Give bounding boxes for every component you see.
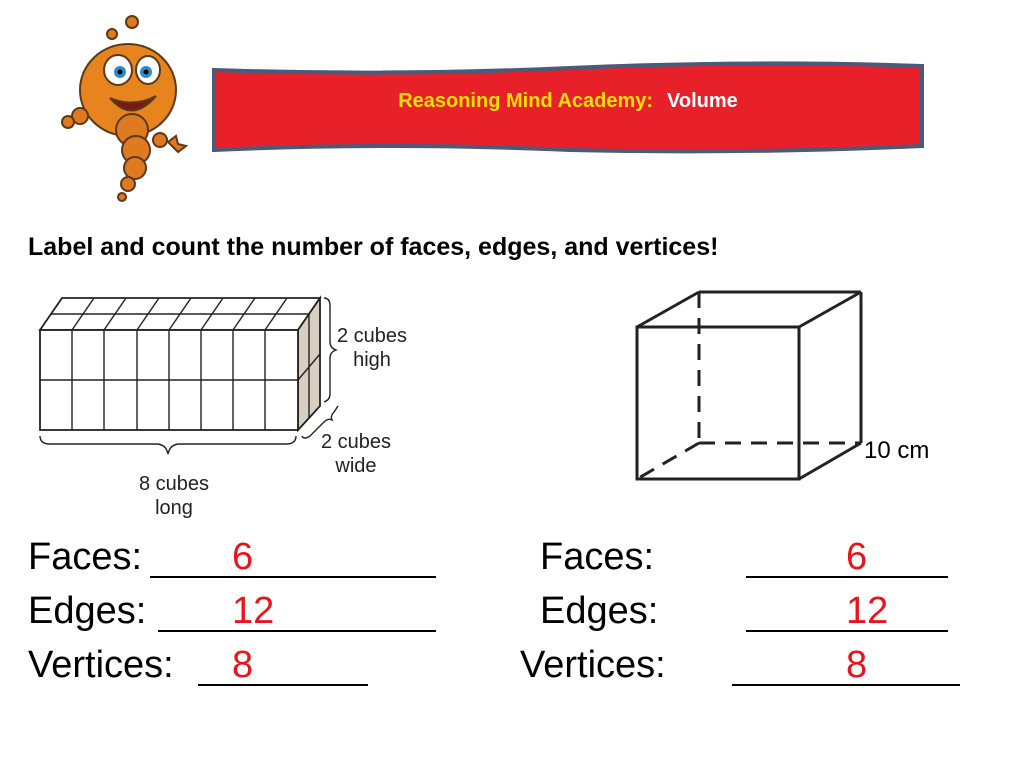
right-vertices-row xyxy=(520,646,970,690)
instruction-text: Label and count the number of faces, edges, and vertices! xyxy=(28,233,719,261)
cube-prism-figure xyxy=(34,290,414,525)
width-label-line1: 2 cubes xyxy=(320,431,392,453)
right-vertices-value: 8 xyxy=(846,644,868,686)
left-edges-value: 12 xyxy=(232,590,275,632)
left-edges-label: Edges: xyxy=(28,590,147,632)
left-vertices-row xyxy=(28,646,388,690)
topic-name: Volume xyxy=(667,90,738,112)
right-faces-label: Faces: xyxy=(540,536,655,578)
left-vertices-blank[interactable] xyxy=(198,684,368,686)
right-faces-row xyxy=(540,538,960,582)
left-faces-value: 6 xyxy=(232,536,254,578)
right-vertices-label: Vertices: xyxy=(520,644,666,686)
height-label-line2: high xyxy=(353,349,391,371)
height-label-line1: 2 cubes xyxy=(336,325,408,347)
width-label-line2: wide xyxy=(335,455,377,477)
left-faces-row xyxy=(28,538,448,582)
right-edges-label: Edges: xyxy=(540,590,659,632)
right-edges-row xyxy=(540,592,960,636)
right-edges-value: 12 xyxy=(846,590,889,632)
right-faces-value: 6 xyxy=(846,536,868,578)
length-label-line2: long xyxy=(155,497,193,519)
mascot-logo-icon xyxy=(40,12,210,207)
academy-name: Reasoning Mind Academy: xyxy=(398,90,654,112)
left-faces-label: Faces: xyxy=(28,536,143,578)
cube-figure xyxy=(625,285,875,485)
left-edges-blank[interactable] xyxy=(158,630,436,632)
left-faces-blank[interactable] xyxy=(150,576,436,578)
left-vertices-label: Vertices: xyxy=(28,644,174,686)
cube-dimension-label: 10 cm xyxy=(864,437,930,464)
left-edges-row xyxy=(28,592,448,636)
left-vertices-value: 8 xyxy=(232,644,254,686)
length-label-line1: 8 cubes xyxy=(138,473,210,495)
banner-title xyxy=(210,90,926,113)
